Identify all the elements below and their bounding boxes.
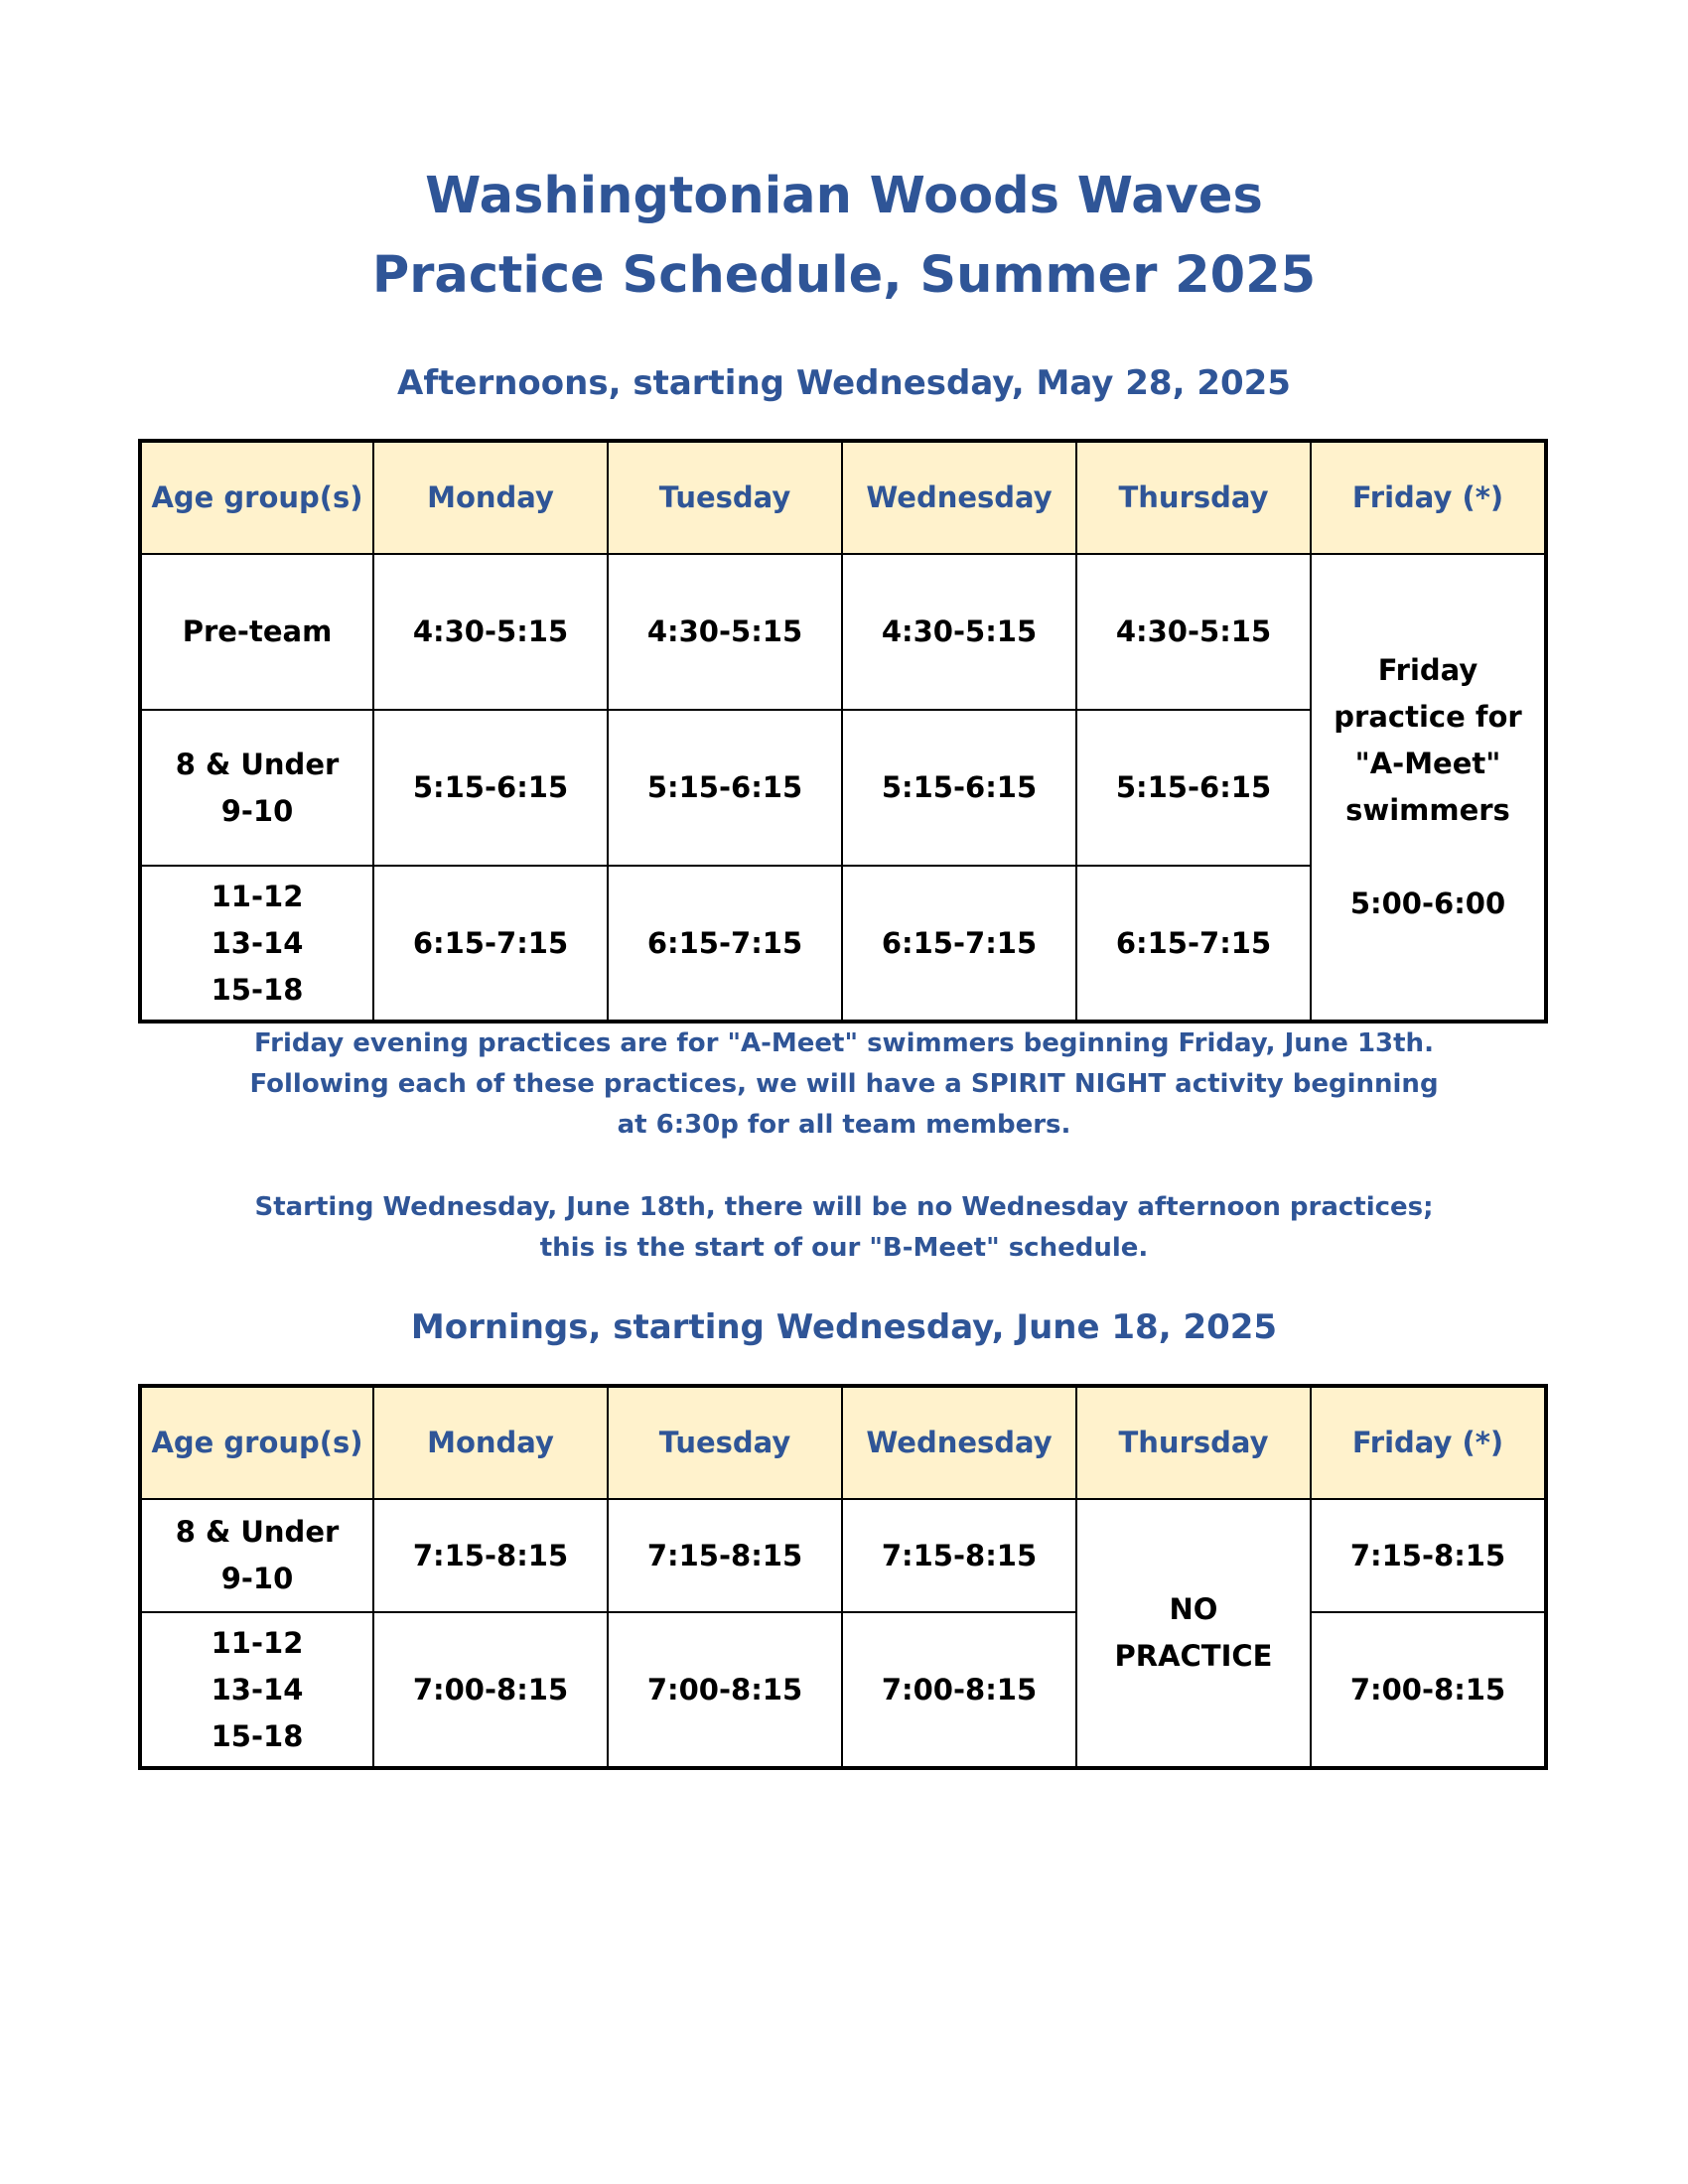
time-cell: 7:15-8:15 xyxy=(842,1499,1076,1612)
friday-line: Friday xyxy=(1377,653,1478,687)
time-cell: 7:15-8:15 xyxy=(373,1499,608,1612)
header-thursday: Thursday xyxy=(1076,1386,1311,1499)
page-title-line1: Washingtonian Woods Waves xyxy=(425,167,1263,225)
time-cell: 7:15-8:15 xyxy=(1311,1499,1546,1612)
header-tuesday: Tuesday xyxy=(608,1386,842,1499)
time-cell: 5:15-6:15 xyxy=(1076,710,1311,866)
time-cell: 7:00-8:15 xyxy=(842,1612,1076,1768)
header-thursday: Thursday xyxy=(1076,441,1311,554)
morning-header-row xyxy=(140,1386,1546,1499)
note-line: Starting Wednesday, June 18th, there will be no Wednesday afternoon practices; xyxy=(254,1192,1434,1222)
afternoon-header-row xyxy=(140,441,1546,554)
friday-line: "A-Meet" xyxy=(1354,747,1501,780)
time-cell: 4:30-5:15 xyxy=(373,554,608,710)
thursday-no-practice-cell: NO PRACTICE xyxy=(1076,1499,1311,1768)
time-cell: 7:15-8:15 xyxy=(608,1499,842,1612)
header-monday: Monday xyxy=(373,441,608,554)
note-line: this is the start of our "B-Meet" schedule. xyxy=(539,1233,1149,1263)
time-cell: 6:15-7:15 xyxy=(842,866,1076,1022)
friday-time: 5:00-6:00 xyxy=(1349,887,1506,920)
header-age-group: Age group(s) xyxy=(140,441,373,554)
table-row xyxy=(140,1612,1546,1768)
time-cell: 6:15-7:15 xyxy=(1076,866,1311,1022)
time-cell: 7:00-8:15 xyxy=(373,1612,608,1768)
time-cell: 5:15-6:15 xyxy=(373,710,608,866)
time-cell: 6:15-7:15 xyxy=(373,866,608,1022)
time-cell: 6:15-7:15 xyxy=(608,866,842,1022)
header-monday: Monday xyxy=(373,1386,608,1499)
age-group-cell: 11-12 13-14 15-18 xyxy=(140,866,373,1022)
table-row xyxy=(140,554,1546,710)
time-cell: 5:15-6:15 xyxy=(842,710,1076,866)
note-line: at 6:30p for all team members. xyxy=(617,1110,1071,1140)
header-tuesday: Tuesday xyxy=(608,441,842,554)
header-friday: Friday (*) xyxy=(1311,441,1546,554)
page-title-line2: Practice Schedule, Summer 2025 xyxy=(371,246,1317,305)
time-cell: 4:30-5:15 xyxy=(842,554,1076,710)
header-wednesday: Wednesday xyxy=(842,441,1076,554)
note-line: Following each of these practices, we will have a SPIRIT NIGHT activity beginning xyxy=(249,1069,1439,1099)
morning-heading: Mornings, starting Wednesday, June 18, 2025 xyxy=(410,1307,1278,1347)
afternoon-heading: Afternoons, starting Wednesday, May 28, 2025 xyxy=(397,363,1291,403)
afternoon-table xyxy=(138,439,1548,1024)
table-row xyxy=(140,1499,1546,1612)
time-cell: 4:30-5:15 xyxy=(608,554,842,710)
age-group-cell: 11-12 13-14 15-18 xyxy=(140,1612,373,1768)
header-wednesday: Wednesday xyxy=(842,1386,1076,1499)
age-group-cell: Pre-team xyxy=(140,554,373,710)
time-cell: 4:30-5:15 xyxy=(1076,554,1311,710)
friday-a-meet-cell xyxy=(1311,554,1546,1022)
header-age-group: Age group(s) xyxy=(140,1386,373,1499)
age-group-cell: 8 & Under 9-10 xyxy=(140,1499,373,1612)
age-group-cell: 8 & Under 9-10 xyxy=(140,710,373,866)
time-cell: 5:15-6:15 xyxy=(608,710,842,866)
morning-table xyxy=(138,1384,1548,1770)
time-cell: 7:00-8:15 xyxy=(608,1612,842,1768)
friday-line: practice for xyxy=(1334,700,1522,734)
friday-line: swimmers xyxy=(1345,793,1510,827)
note-line: Friday evening practices are for "A-Meet" swimmers beginning Friday, June 13th. xyxy=(254,1028,1434,1058)
time-cell: 7:00-8:15 xyxy=(1311,1612,1546,1768)
header-friday: Friday (*) xyxy=(1311,1386,1546,1499)
